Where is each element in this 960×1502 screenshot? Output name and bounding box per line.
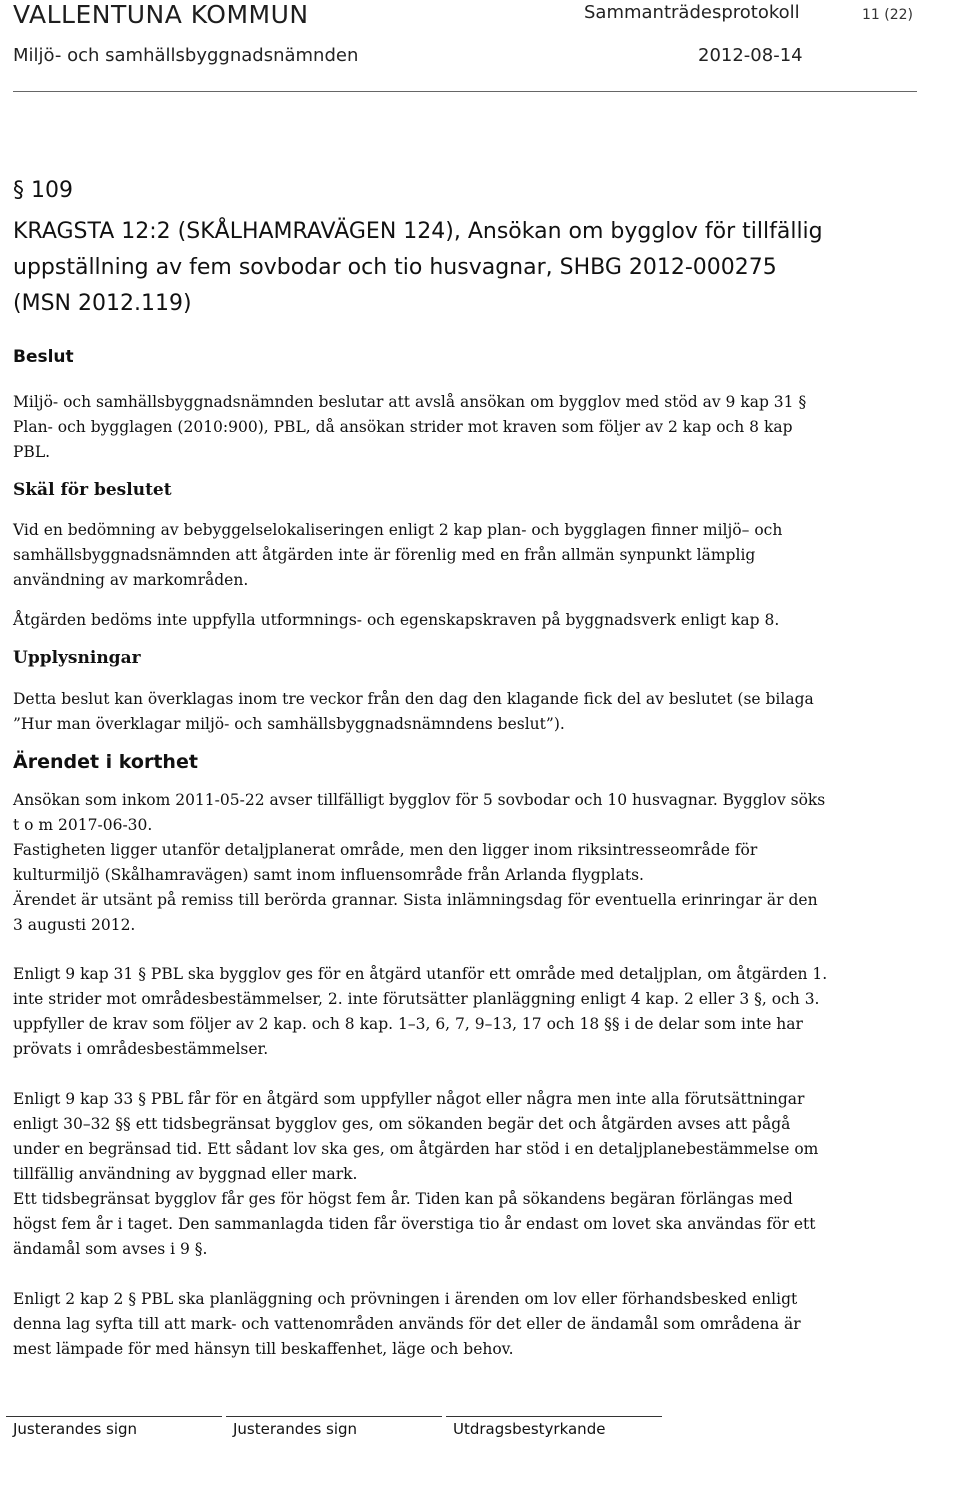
skal-paragraph-1 bbox=[13, 518, 948, 593]
text-line: Vid en bedömning av bebyggelselokaliseringen enligt 2 kap plan- och bygglagen finner miljö– och bbox=[13, 521, 783, 539]
text-line: högst fem år i taget. Den sammanlagda tiden får överstiga tio år endast om lovet ska användas för ett bbox=[13, 1215, 816, 1233]
text-line: denna lag syfta till att mark- och vattenområden används för det eller de ändamål som områdena är bbox=[13, 1315, 801, 1333]
case-title-line: uppställning av fem sovbodar och tio husvagnar, SHBG 2012-000275 bbox=[13, 255, 777, 280]
text-line: Miljö- och samhällsbyggnadsnämnden beslutar att avslå ansökan om bygglov med stöd av 9 kap 31 § bbox=[13, 393, 807, 411]
text-line: tillfällig användning av byggnad eller mark. bbox=[13, 1165, 358, 1183]
text-line: 3 augusti 2012. bbox=[13, 916, 136, 934]
arendet-paragraph-4 bbox=[13, 1287, 948, 1362]
arendet-paragraph-2 bbox=[13, 962, 948, 1062]
text-line: ”Hur man överklagar miljö- och samhällsbyggnadsnämndens beslut”). bbox=[13, 715, 565, 733]
beslut-heading: Beslut bbox=[13, 347, 74, 367]
text-line: Plan- och bygglagen (2010:900), PBL, då ansökan strider mot kraven som följer av 2 kap och 8 kap bbox=[13, 418, 793, 436]
text-line: Fastigheten ligger utanför detaljplanerat område, men den ligger inom riksintresseområde för bbox=[13, 841, 758, 859]
department-name: Miljö- och samhällsbyggnadsnämnden bbox=[13, 45, 359, 66]
text-line: prövats i områdesbestämmelser. bbox=[13, 1040, 269, 1058]
footer-sign-rule bbox=[226, 1416, 442, 1417]
text-line: Ansökan som inkom 2011-05-22 avser tillfälligt bygglov för 5 sovbodar och 10 husvagnar. Bygglov söks bbox=[13, 791, 826, 809]
case-title-line: KRAGSTA 12:2 (SKÅLHAMRAVÄGEN 124), Ansökan om bygglov för tillfällig bbox=[13, 219, 823, 244]
text-line: Ärendet är utsänt på remiss till berörda grannar. Sista inlämningsdag för eventuella erinringar är den bbox=[13, 891, 818, 909]
footer-certify-rule bbox=[446, 1416, 662, 1417]
text-line: t o m 2017-06-30. bbox=[13, 816, 153, 834]
text-line: Ett tidsbegränsat bygglov får ges för högst fem år. Tiden kan på sökandens begäran förlängas med bbox=[13, 1190, 793, 1208]
header-divider bbox=[13, 91, 917, 92]
text-line: Enligt 9 kap 33 § PBL får för en åtgärd som uppfyller något eller några men inte alla förutsättningar bbox=[13, 1090, 805, 1108]
arendet-paragraph-1 bbox=[13, 788, 948, 938]
signature-label: Justerandes sign bbox=[13, 1420, 138, 1438]
text-line: Åtgärden bedöms inte uppfylla utformnings- och egenskapskraven på byggnadsverk enligt kap 8. bbox=[13, 611, 780, 629]
page-number: 11 (22) bbox=[862, 7, 914, 23]
text-line: kulturmiljö (Skålhamravägen) samt inom influensområde från Arlanda flygplats. bbox=[13, 866, 644, 884]
text-line: under en begränsad tid. Ett sådant lov ska ges, om åtgärden har stöd i en detaljplanebestämmelse om bbox=[13, 1140, 819, 1158]
arendet-heading: Ärendet i korthet bbox=[13, 751, 198, 773]
text-line: användning av markområden. bbox=[13, 571, 249, 589]
footer-sign-rule bbox=[6, 1416, 222, 1417]
text-line: ändamål som avses i 9 §. bbox=[13, 1240, 208, 1258]
upplysningar-heading: Upplysningar bbox=[13, 648, 141, 668]
text-line: Detta beslut kan överklagas inom tre veckor från den dag den klagande fick del av beslutet (se bilaga bbox=[13, 690, 814, 708]
text-line: Enligt 2 kap 2 § PBL ska planläggning och prövningen i ärenden om lov eller förhandsbesked enligt bbox=[13, 1290, 798, 1308]
text-line: samhällsbyggnadsnämnden att åtgärden inte är förenlig med en från allmän synpunkt lämplig bbox=[13, 546, 756, 564]
organization-name: VALLENTUNA KOMMUN bbox=[13, 0, 309, 29]
document-type: Sammanträdesprotokoll bbox=[584, 2, 800, 23]
text-line: inte strider mot områdesbestämmelser, 2. inte förutsätter planläggning enligt 4 kap. 2 eller 3 §, och 3. bbox=[13, 990, 820, 1008]
case-title-line: (MSN 2012.119) bbox=[13, 291, 192, 316]
skal-heading: Skäl för beslutet bbox=[13, 480, 172, 500]
text-line: Enligt 9 kap 31 § PBL ska bygglov ges för en åtgärd utanför ett område med detaljplan, om åtgärden 1. bbox=[13, 965, 828, 983]
text-line: enligt 30–32 §§ ett tidsbegränsat bygglov ges, om sökanden begär det och åtgärden avses att pågå bbox=[13, 1115, 791, 1133]
skal-paragraph-2 bbox=[13, 608, 948, 633]
paragraph-number: § 109 bbox=[13, 178, 73, 203]
text-line: mest lämpade för med hänsyn till beskaffenhet, läge och behov. bbox=[13, 1340, 514, 1358]
meeting-date: 2012-08-14 bbox=[698, 45, 803, 66]
signature-label: Justerandes sign bbox=[233, 1420, 358, 1438]
beslut-text bbox=[13, 390, 948, 465]
arendet-paragraph-3 bbox=[13, 1087, 948, 1262]
upplysningar-text bbox=[13, 687, 948, 737]
certification-label: Utdragsbestyrkande bbox=[453, 1420, 606, 1438]
text-line: PBL. bbox=[13, 443, 51, 461]
text-line: uppfyller de krav som följer av 2 kap. och 8 kap. 1–3, 6, 7, 9–13, 17 och 18 §§ i de delar som inte har bbox=[13, 1015, 803, 1033]
case-title bbox=[13, 214, 928, 322]
